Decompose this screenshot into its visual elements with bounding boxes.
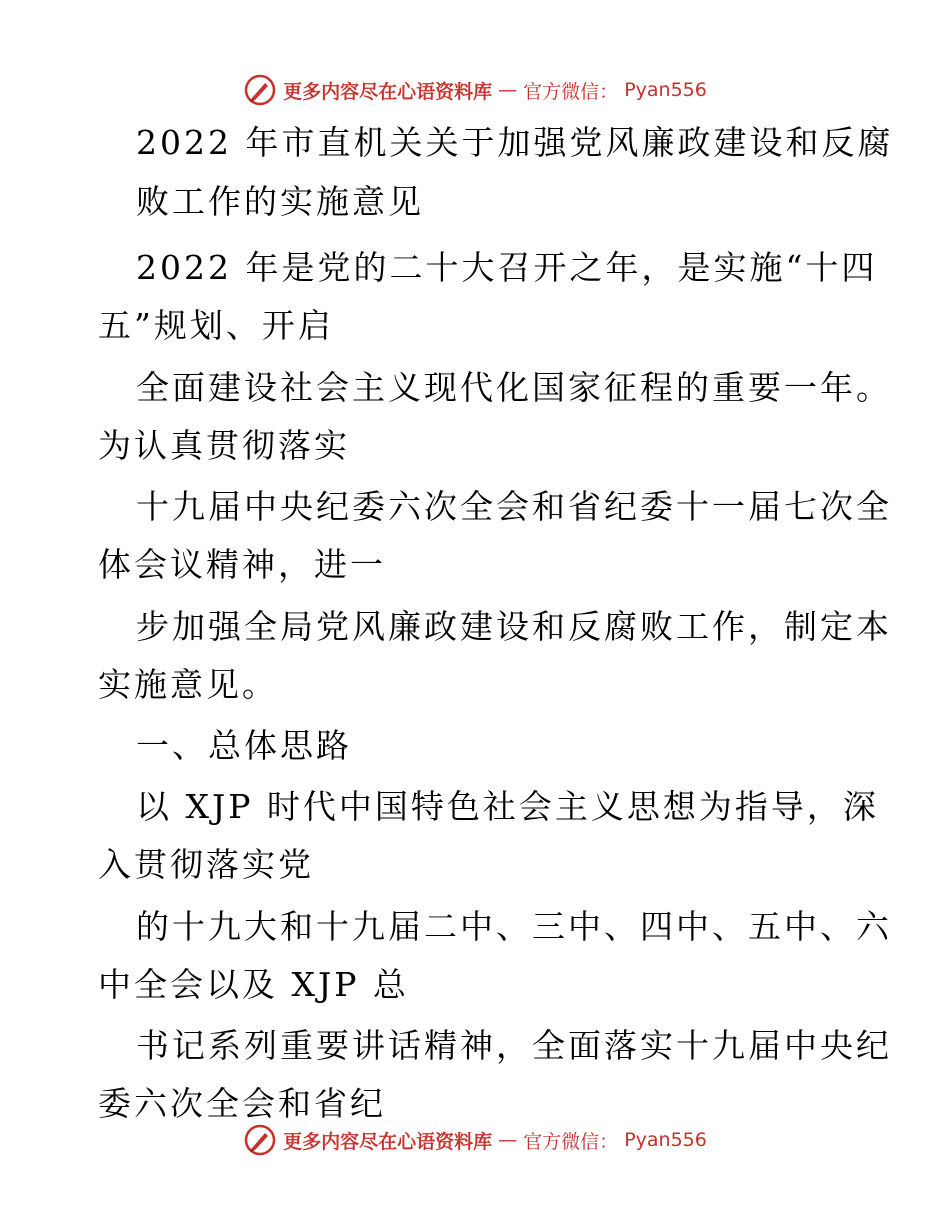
section-heading: 一、总体思路 — [136, 726, 352, 765]
paragraph-line: 五”规划、开启 — [98, 306, 334, 345]
pen-logo-icon — [243, 73, 277, 107]
footer-site-name: 更多内容尽在心语资料库 — [283, 1130, 493, 1153]
header-site-name: 更多内容尽在心语资料库 — [283, 80, 493, 103]
paragraph-line: 的十九大和十九届二中、三中、四中、五中、六 — [136, 907, 892, 946]
paragraph-line: 中全会以及 XJP 总 — [98, 965, 409, 1004]
paragraph-line: 以 XJP 时代中国特色社会主义思想为指导，深 — [136, 787, 879, 826]
paragraph-line: 委六次全会和省纪 — [98, 1084, 386, 1123]
paragraph-line: 为认真贯彻落实 — [98, 426, 350, 465]
paragraph-line: 2022 年是党的二十大召开之年，是实施“十四 — [136, 248, 878, 287]
header-wechat-id: Pyan556 — [624, 79, 707, 101]
footer-wechat-id: Pyan556 — [624, 1129, 707, 1151]
paragraph-line: 十九届中央纪委六次全会和省纪委十一届七次全 — [136, 487, 892, 526]
header-banner — [0, 70, 950, 110]
footer-separator: — — [498, 1129, 518, 1151]
title-line-1: 2022 年市直机关关于加强党风廉政建设和反腐 — [136, 123, 894, 162]
header-wechat-label: 官方微信： — [523, 80, 619, 103]
paragraph-line: 全面建设社会主义现代化国家征程的重要一年。 — [136, 368, 892, 407]
footer-wechat-label: 官方微信： — [523, 1130, 619, 1153]
paragraph-line: 体会议精神，进一 — [98, 545, 386, 584]
title-line-2: 败工作的实施意见 — [136, 182, 424, 221]
footer-banner — [0, 1120, 950, 1160]
paragraph-line: 书记系列重要讲话精神，全面落实十九届中央纪 — [136, 1026, 892, 1065]
pen-logo-icon — [243, 1123, 277, 1157]
paragraph-line: 步加强全局党风廉政建设和反腐败工作，制定本 — [136, 607, 892, 646]
paragraph-line: 实施意见。 — [98, 665, 278, 704]
header-separator: — — [498, 79, 518, 101]
paragraph-line: 入贯彻落实党 — [98, 845, 314, 884]
